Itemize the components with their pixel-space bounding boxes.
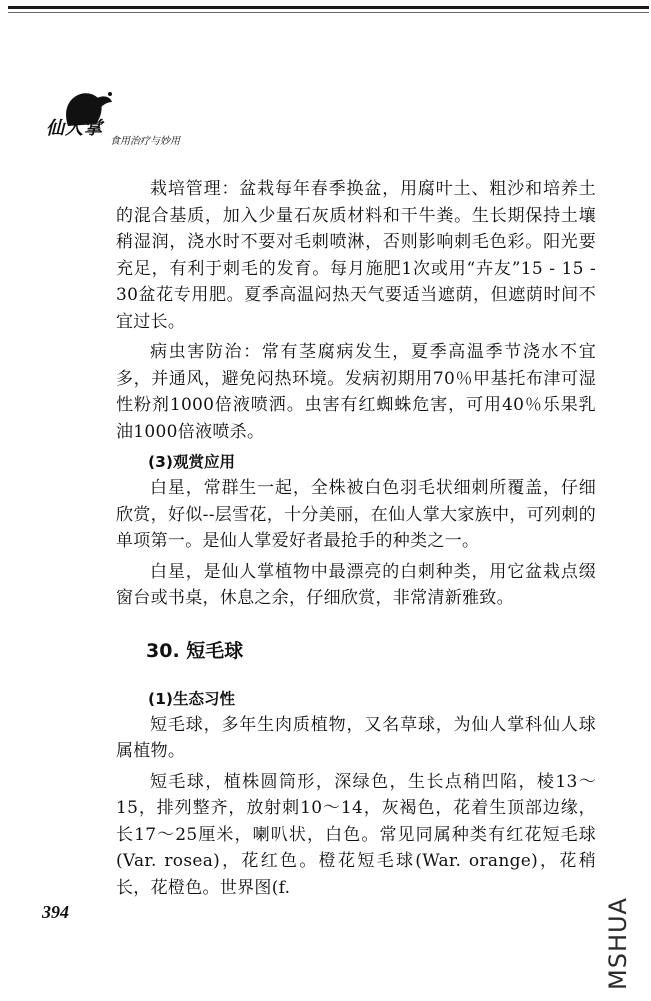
paragraph-ecology-2: 短毛球，植株圆筒形，深绿色，生长点稍凹陷，棱13～15，排列整齐，放射刺10～14，灰褐色，花着生顶部边缘，长17～25厘米，喇叭状，白色。常见同属种类有红花短毛球(Var. rosea)，花红色。橙花短毛球(War. orange)，花稍长，花橙色。世界图(f. (116, 771, 596, 898)
page-body (116, 176, 596, 901)
paragraph-ecology-1: 短毛球，多年生肉质植物，又名草球，为仙人掌科仙人球属植物。 (116, 714, 596, 761)
logo-title: 仙人掌 (46, 118, 103, 139)
header-logo (40, 88, 230, 148)
page-number: 394 (42, 902, 69, 922)
paragraph-ornamental-2: 白星，是仙人掌植物中最漂亮的白刺种类，用它盆栽点缀窗台或书桌，休息之余，仔细欣赏，非常清新雅致。 (116, 561, 596, 608)
top-rule (8, 6, 649, 9)
top-rule-thin (8, 12, 649, 13)
subheading-ornamental-use: (3)观赏应用 (148, 453, 235, 471)
paragraph-ornamental-1: 白星，常群生一起，全株被白色羽毛状细刺所覆盖，仔细欣赏，好似--层雪花，十分美丽，在仙人掌大家族中，可列刺的单项第一。是仙人掌爱好者最抢手的种类之一。 (116, 478, 596, 551)
section-title: 30. 短毛球 (146, 639, 244, 662)
paragraph-cultivation: 栽培管理：盆栽每年春季换盆，用腐叶土、粗沙和培养土的混合基质，加入少量石灰质材料和干牛粪。生长期保持土壤稍湿润，浇水时不要对毛刺喷淋，否则影响刺毛色彩。阳光要充足，有利于刺毛的发育。每月施肥1次或用“卉友”15 - 15 - 30盆花专用肥。夏季高温闷热天气要适当遮荫，但遮荫时间不宜过长。 (116, 179, 596, 332)
logo-subtitle: 食用治疗与妙用 (110, 136, 180, 147)
paragraph-pest-control: 病虫害防治：常有茎腐病发生，夏季高温季节浇水不宜多，并通风，避免闷热环境。发病初期用70％甲基托布津可湿性粉剂1000倍液喷洒。虫害有红蜘蛛危害，可用40％乐果乳油1000倍液喷杀。 (116, 342, 596, 442)
subheading-ecology: (1)生态习性 (148, 689, 235, 708)
watermark: MSHUA (604, 897, 632, 990)
